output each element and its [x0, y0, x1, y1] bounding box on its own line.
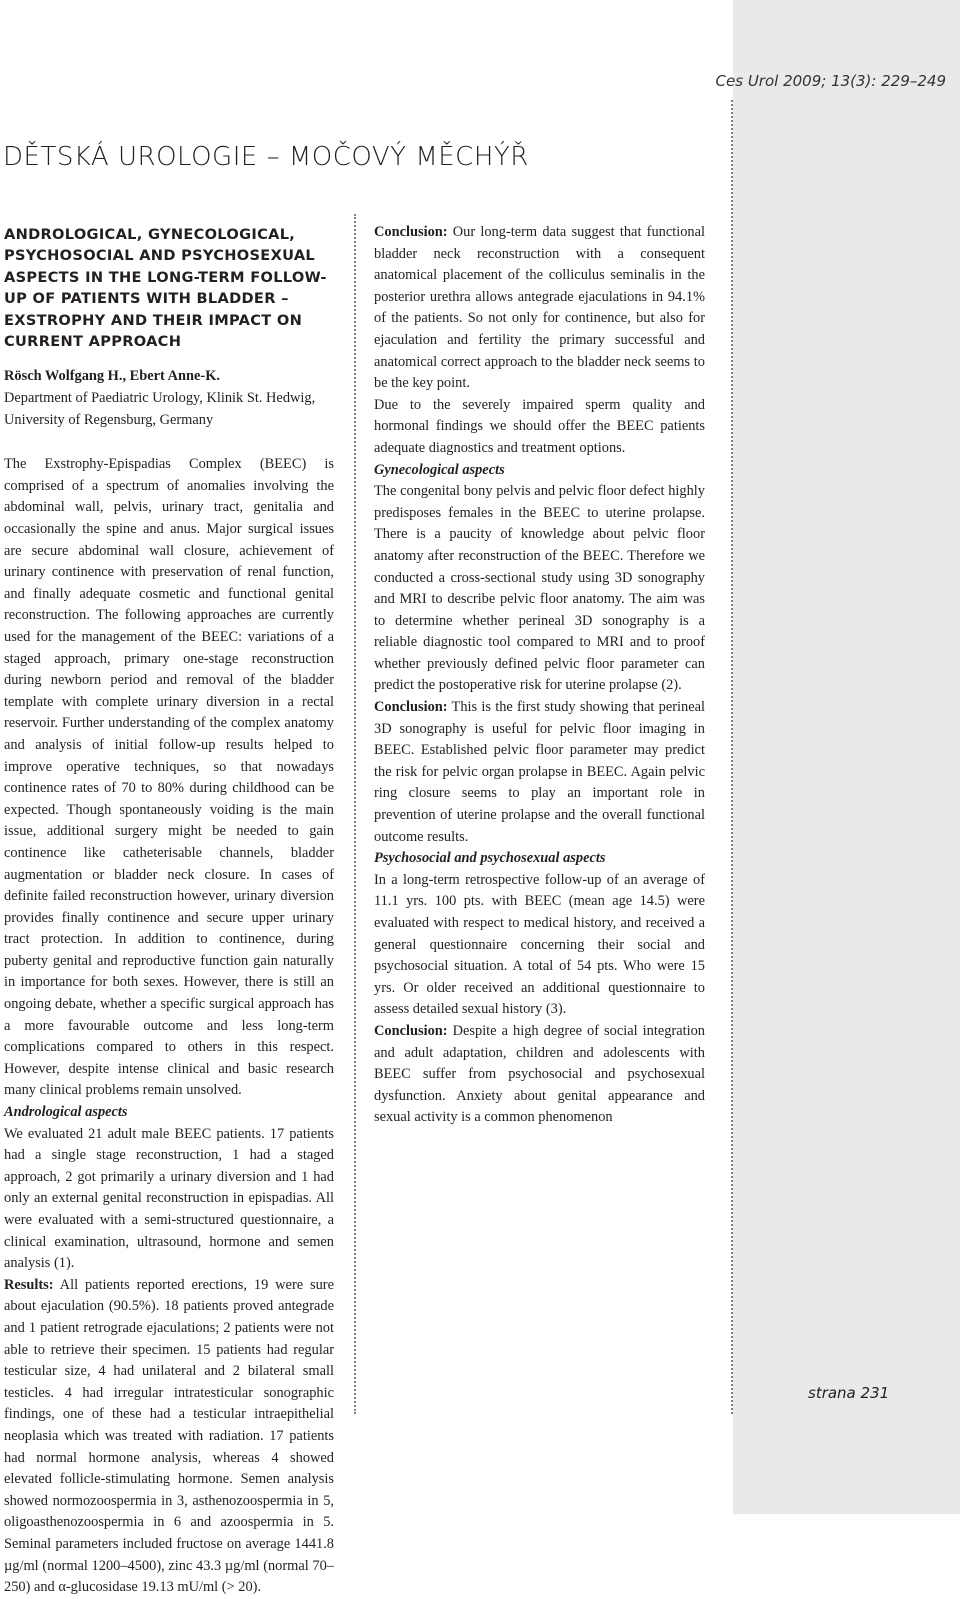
journal-citation: Ces Urol 2009; 13(3): 229–249	[715, 72, 946, 90]
page-number: strana 231	[808, 1384, 890, 1402]
right-column	[374, 222, 705, 1129]
conclusion-label: Conclusion:	[374, 224, 448, 240]
authors: Rösch Wolfgang H., Ebert Anne-K.	[4, 368, 221, 385]
psychosocial-heading: Psychosocial and psychosexual aspects	[374, 850, 606, 867]
andro-conclusion-paragraph	[374, 222, 705, 395]
affiliation: Department of Paediatric Urology, Klinik St. Hedwig, University of Regensburg, Germany	[4, 390, 316, 428]
right-margin-band	[733, 0, 960, 1514]
conclusion-text: Our long-term data suggest that functional bladder neck reconstruction with a consequent anatomical placement of the colliculus seminalis in the posterior urethra allows antegrade ejaculations in 94.1% of the patients. So not only for continence, but also for ejaculation and fertility the primary successful and anatomical correct approach to the bladder neck seems to be the key point.	[374, 224, 705, 392]
results-text: All patients reported erections, 19 were sure about ejaculation (90.5%). 18 patients proved antegrade and 1 patient retrograde ejaculations; 2 patients were not able to retrieve their specimen. 15 patients had regular testicular size, 4 had unilateral and 2 bilateral small testicles. 4 had irregular intratesticular sonographic findings, one of these had a testicular intraepithelial neoplasia which was treated with radiation. 17 patients had normal hormone analysis, whereas 4 showed elevated follicle-stimulating hormone. Semen analysis showed normozoospermia in 3, asthenozoospermia in 5, oligoasthenozoospermia in 6 and azoospermia in 5. Seminal parameters included fructose on average 1441.8 µg/ml (normal 1200–4500), zinc 43.3 µg/ml (normal 70–250) and α-glucosidase 19.13 mU/ml (> 20).	[4, 1276, 334, 1596]
article-title: ANDROLOGICAL, GYNECOLOGICAL, PSYCHOSOCIAL AND PSYCHOSEXUAL ASPECTS IN THE LONG-TERM FOLLOW-UP OF PATIENTS WITH BLADDER – EXSTROPHY AND THEIR IMPACT ON CURRENT APPROACH	[4, 226, 327, 351]
column-divider	[354, 214, 356, 1414]
conclusion-label: Conclusion:	[374, 1022, 448, 1039]
gyn-conclusion-paragraph	[374, 697, 705, 848]
results-label: Results:	[4, 1276, 54, 1293]
gynecological-paragraph: The congenital bony pelvis and pelvic floor defect highly predisposes females in the BEEC to uterine prolapse. There is a paucity of knowledge about pelvic floor anatomy after reconstruction of the BEEC. Therefore we conducted a cross-sectional study using 3D sonography and MRI to describe pelvic floor anatomy. The aim was to determine whether perineal 3D sonography is a reliable diagnostic tool compared to MRI and to proof whether previously defined pelvic floor parameter can predict the postoperative risk for uterine prolapse (2).	[374, 483, 705, 694]
due-paragraph: Due to the severely impaired sperm quality and hormonal findings we should offer the BEEC patients adequate diagnostics and treatment options.	[374, 396, 705, 456]
gynecological-heading: Gynecological aspects	[374, 461, 505, 478]
intro-paragraph: The Exstrophy-Epispadias Complex (BEEC) is comprised of a spectrum of anomalies involving the abdominal wall, pelvis, urinary tract, genitalia and occasionally the spine and anus. Major surgical issues are secure abdominal wall closure, achievement of urinary continence with preservation of renal function, and finally adequate cosmetic and functional genital reconstruction. The following approaches are currently used for the management of the BEEC: variations of a staged approach, primary one-stage reconstruction during newborn period and removal of the bladder template with complete urinary diversion in a rectal reservoir. Further understanding of the complex anatomy and analysis of initial follow-up results helped to improve operative techniques, so that nowadays continence rates of 70 to 80% during childhood can be expected. Though spontaneously voiding is the main issue, additional surgery might be needed to gain continence like catheterisable channels, bladder augmentation or bladder neck closure. In cases of definite failed reconstruction however, urinary diversion provides finally continence and secure upper urinary tract protection. In addition to continence, during puberty genital and reproductive function gain naturally in importance for both sexes. However, there is still an ongoing debate, whether a specific surgical approach has a more favourable outcome and less long-term complications compared to others in this respect. However, despite intense clinical and basic research many clinical problems remain unsolved.	[4, 456, 334, 1099]
margin-divider	[731, 100, 733, 1414]
psy-conclusion-paragraph	[374, 1021, 705, 1129]
conclusion-label: Conclusion:	[374, 699, 448, 716]
conclusion-text: This is the first study showing that perineal 3D sonography is useful for pelvic floor imaging in BEEC. Established pelvic floor parameter may predict the risk for pelvic organ prolapse in BEEC. Again pelvic ring closure seems to play an important role in prevention of uterine prolapse and the overall functional outcome results.	[374, 699, 705, 845]
section-title: DĚTSKÁ UROLOGIE – MOČOVÝ MĚCHÝŘ	[3, 142, 529, 172]
andrological-paragraph: We evaluated 21 adult male BEEC patients. 17 patients had a single stage reconstruction, 1 had a staged approach, 2 got primarily a urinary diversion and 1 had only an external genital reconstruction in epispadias. All were evaluated with a semi-structured questionnaire, a clinical examination, ultrasound, hormone and semen analysis (1).	[4, 1125, 334, 1272]
psychosocial-paragraph: In a long-term retrospective follow-up of an average of 11.1 yrs. 100 pts. with BEEC (mean age 14.5) were evaluated with respect to medical history, and received a general questionnaire concerning their social and psychosocial situation. A total of 54 pts. Who were 15 yrs. Or older received an additional questionnaire to assess detailed sexual history (3).	[374, 871, 705, 1018]
andrological-heading: Andrological aspects	[4, 1104, 128, 1121]
results-paragraph	[4, 1275, 334, 1599]
left-column	[4, 224, 334, 1599]
conclusion-text: Despite a high degree of social integration and adult adaptation, children and adolescents with BEEC suffer from psychosocial and psychosexual dysfunction. Anxiety about genital appearance and sexual activity is a common phenomenon	[374, 1022, 705, 1126]
